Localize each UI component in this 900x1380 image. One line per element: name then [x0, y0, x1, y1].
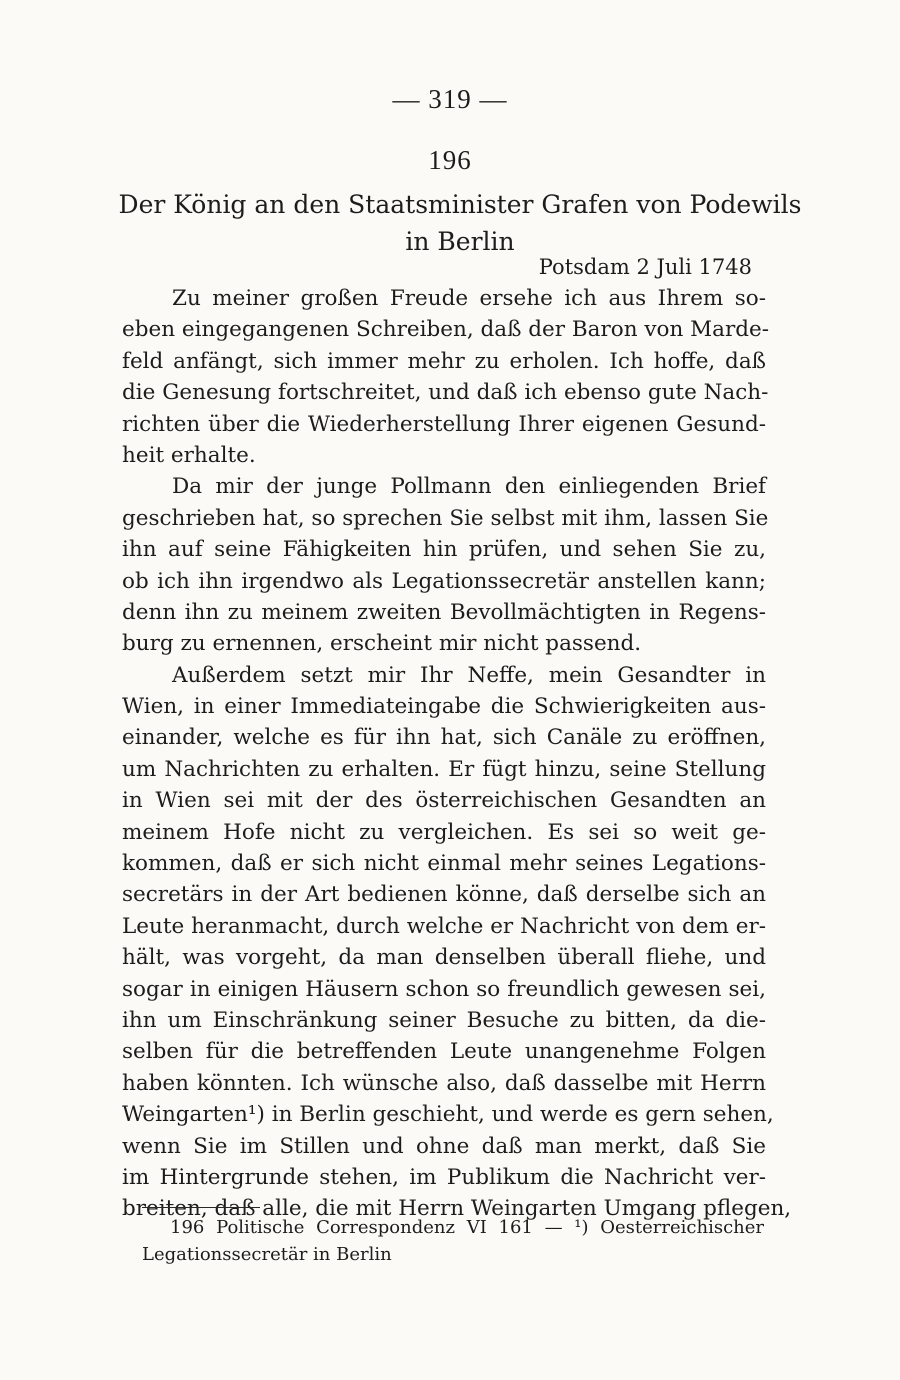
text-line: Wien, in einer Immediateingabe die Schwierigkeiten aus-	[122, 694, 766, 720]
title-line: in Berlin	[405, 227, 515, 256]
text-line: ihn um Einschränkung seiner Besuche zu bitten, da die-	[122, 1007, 766, 1033]
letter-body	[122, 283, 792, 1225]
footnote-divider	[142, 1207, 260, 1208]
text-line: Außerdem setzt mir Ihr Neffe, mein Gesandter in	[172, 662, 766, 688]
text-line: heit erhalte.	[122, 442, 256, 468]
dateline: Potsdam 2 Juli 1748	[538, 255, 752, 279]
text-line: denn ihn zu meinem zweiten Bevollmächtigten in Regens-	[122, 599, 766, 625]
document-title	[110, 186, 810, 260]
text-line: im Hintergrunde stehen, im Publikum die Nachricht ver-	[122, 1164, 766, 1190]
text-line: ob ich ihn irgendwo als Legationssecretär anstellen kann;	[122, 568, 766, 594]
footnote	[142, 1214, 764, 1268]
document-number: 196	[428, 145, 472, 175]
text-line: selben für die betreffenden Leute unangenehme Folgen	[122, 1039, 766, 1065]
text-line: ihn auf seine Fähigkeiten hin prüfen, und sehen Sie zu,	[122, 537, 766, 563]
text-line: hält, was vorgeht, da man denselben überall fliehe, und	[122, 945, 766, 971]
text-line: sogar in einigen Häusern schon so freundlich gewesen sei,	[122, 976, 766, 1002]
text-line: die Genesung fortschreitet, und daß ich ebenso gute Nach-	[122, 380, 769, 406]
text-line: geschrieben hat, so sprechen Sie selbst mit ihm, lassen Sie	[122, 505, 769, 531]
text-line: feld anfängt, sich immer mehr zu erholen. Ich hoffe, daß	[122, 348, 766, 374]
text-line: Weingarten¹) in Berlin geschieht, und werde es gern sehen,	[122, 1102, 774, 1128]
title-line: Der König an den Staatsminister Grafen von Podewils	[118, 190, 802, 219]
footnote-line: 196 Politische Correspondenz VI 161 — ¹) Oesterreichischer	[170, 1217, 764, 1238]
text-line: wenn Sie im Stillen und ohne daß man merkt, daß Sie	[122, 1133, 766, 1159]
page-number: — 319 —	[392, 84, 508, 114]
text-line: eben eingegangenen Schreiben, daß der Baron von Marde-	[122, 317, 770, 343]
text-line: richten über die Wiederherstellung Ihrer eigenen Gesund-	[122, 411, 766, 437]
text-line: meinem Hofe nicht zu vergleichen. Es sei so weit ge-	[122, 819, 766, 845]
text-line: kommen, daß er sich nicht einmal mehr seines Legations-	[122, 851, 766, 877]
text-line: breiten, daß alle, die mit Herrn Weingarten Umgang pflegen,	[122, 1196, 792, 1222]
footnote-line: Legationssecretär in Berlin	[142, 1244, 392, 1265]
text-line: Zu meiner großen Freude ersehe ich aus Ihrem so-	[172, 286, 766, 311]
text-line: secretärs in der Art bedienen könne, daß derselbe sich an	[122, 882, 766, 908]
text-line: Da mir der junge Pollmann den einliegenden Brief	[172, 474, 766, 500]
text-line: haben könnten. Ich wünsche also, daß dasselbe mit Herrn	[122, 1070, 766, 1096]
text-line: burg zu ernennen, erscheint mir nicht passend.	[122, 631, 642, 657]
text-line: in Wien sei mit der des österreichischen Gesandten an	[122, 788, 766, 814]
text-line: um Nachrichten zu erhalten. Er fügt hinzu, seine Stellung	[122, 756, 766, 782]
text-line: Leute heranmacht, durch welche er Nachricht von dem er-	[122, 913, 766, 939]
text-line: einander, welche es für ihn hat, sich Canäle zu eröffnen,	[122, 725, 766, 751]
